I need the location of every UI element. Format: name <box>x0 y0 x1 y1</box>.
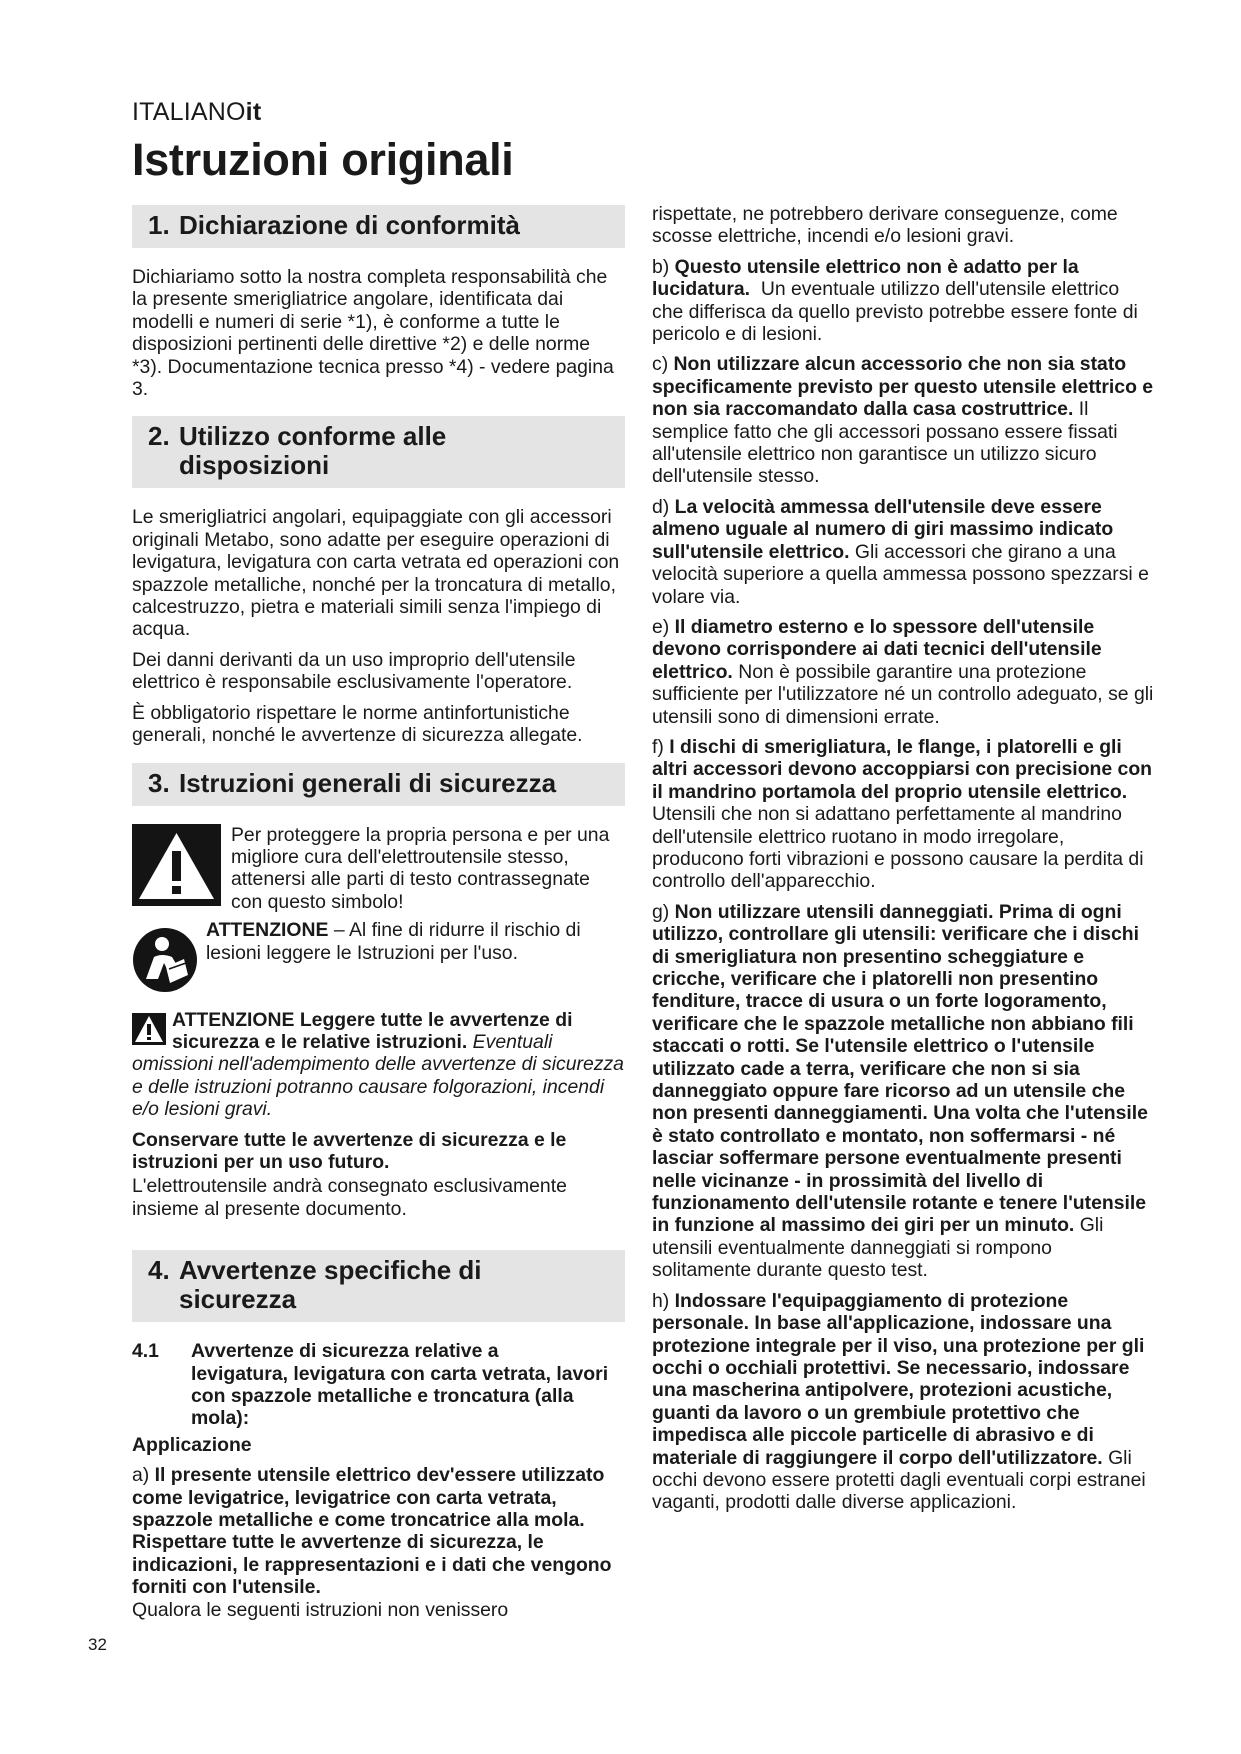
item-c: c) Non utilizzare alcun accessorio che non sia stato specificamente previsto per questo utensile elettrico e non sia raccomandato dalla casa costruttrice. Il semplice fatto che gli accessori possano essere fissati all'utensile elettrico non garantisce un utilizzo sicuro dell'utensile stesso. <box>652 353 1154 488</box>
section-2-paragraph-1: Le smerigliatrici angolari, equipaggiate con gli accessori originali Metabo, sono adatte per eseguire operazioni di levigatura, levigatura con carta vetrata ed operazioni con spazzole metalliche, nonché per la troncatura di metallo, calcestruzzo, pietra e materiali simili senza l'impiego di acqua. <box>132 506 620 641</box>
item-a: a) Il presente utensile elettrico dev'essere utilizzato come levigatrice, levigatrice con carta vetrata, spazzole metalliche e come troncatrice alla mola. Rispettare tutte le avvertenze di sicurezza, le indicazioni, le rappresentazioni e i dati che vengono forniti con l'utensile. Qualora le seguenti istruzioni non venissero <box>132 1464 612 1621</box>
read-manual-note: ATTENZIONE – Al fine di ridurre il rischio di lesioni leggere le Istruzioni per l'uso. <box>132 919 625 998</box>
page-title: Istruzioni originali <box>132 134 514 185</box>
section-2-paragraph-2: Dei danni derivanti da un uso improprio dell'utensile elettrico è responsabile esclusivamente l'operatore. <box>132 648 576 694</box>
read-manual-icon <box>132 927 198 998</box>
continued-text: rispettate, ne potrebbero derivare conseguenze, come scosse elettriche, incendi e/o lesioni gravi. <box>652 203 1118 248</box>
warning-triangle-icon <box>132 824 221 911</box>
section-1-heading: 1. Dichiarazione di conformità <box>132 205 625 248</box>
attention-label-1: ATTENZIONE <box>206 919 329 942</box>
item-b: b) Questo utensile elettrico non è adatto per la lucidatura. Un eventuale utilizzo dell'utensile elettrico che differisca da quello previsto potrebbe essere fonte di pericolo e di lesioni. <box>652 255 1138 346</box>
language-code: it <box>245 98 262 126</box>
section-2-heading: 2. Utilizzo conforme alle disposizioni <box>132 416 625 488</box>
section-1-body: Dichiariamo sotto la nostra completa responsabilità che la presente smerigliatrice angolare, identificata dai modelli e numeri di serie *1), è conforme a tutte le disposizioni pertinenti delle direttive *2) e delle norme *3). Documentazione tecnica presso *4) - vedere pagina 3. <box>132 266 614 401</box>
language-label: ITALIANOit <box>132 98 262 126</box>
item-g: g) Non utilizzare utensili danneggiati. Prima di ogni utilizzo, controllare gli utensili: verificare che i dischi di smerigliatura non presentino scheggiature e cricche, verificare che i platorelli non presentino fenditure, tracce di usura o un forte logoramento, verificare che le spazzole metalliche non abbiano fili staccati o rotti. Se l'utensile elettrico o l'utensile utilizzato cade a terra, verificare che non si sia danneggiato oppure fare ricorso ad un utensile che non presenti danneggiamenti. Una volta che l'utensile è stato controllato e montato, non soffermarsi - né lasciar soffermare persone eventualmente presenti nelle vicinanze - in prossimità del livello di funzionamento dell'utensile rotante e tenere l'utensile in funzione al massimo dei giri per un minuto. Gli utensili eventualmente danneggiati si rompono solitamente durante questo test. <box>652 900 1148 1282</box>
attention-read-warnings: ATTENZIONE Leggere tutte le avvertenze di sicurezza e le relative istruzioni. Eventuali omissioni nell'adempimento delle avvertenze di sicurezza e delle istruzioni potranno causare folgorazioni, incendi e/o lesioni gravi. <box>132 1008 624 1121</box>
deliver-with-document: L'elettroutensile andrà consegnato esclusivamente insieme al presente documento. <box>132 1175 567 1220</box>
keep-instructions: Conservare tutte le avvertenze di sicurezza e le istruzioni per un uso futuro. <box>132 1128 567 1173</box>
item-f: f) I dischi di smerigliatura, le flange, i platorelli e gli altri accessori devono accoppiarsi con precisione con il mandrino portamola del proprio utensile elettrico. Utensili che non si adattano perfettamente al mandrino dell'utensile elettrico ruotano in modo irregolare, producono forti vibrazioni e possono causare la perdita di controllo dell'apparecchio. <box>652 735 1153 893</box>
item-e: e) Il diametro esterno e lo spessore dell'utensile devono corrispondere ai dati tecnici dell'utensile elettrico. Non è possibile garantire una protezione sufficiente per l'utilizzatore né un controllo adeguato, se gli utensili sono di dimensioni errate. <box>652 615 1154 728</box>
warning-symbol-note: Per proteggere la propria persona e per una migliore cura dell'elettroutensile stesso, attenersi alle parti di testo contrassegnate con questo simbolo! <box>132 824 625 914</box>
section-4-heading: 4. Avvertenze specifiche di sicurezza <box>132 1250 625 1322</box>
application-heading: Applicazione <box>132 1433 252 1456</box>
left-column <box>132 205 625 1629</box>
item-h: h) Indossare l'equipaggiamento di protezione personale. In base all'applicazione, indossare una protezione integrale per il viso, una protezione per gli occhi o occhiali protettivi. Se necessario, indossare una mascherina antipolvere, protezioni acustiche, guanti da lavoro o un grembiule protettivo che impedisca alle piccole particelle di abrasivo e di materiale di raggiungere il corpo dell'utilizzatore. Gli occhi devono essere protetti dagli eventuali corpi estranei vaganti, prodotti dalle diverse applicazioni. <box>652 1289 1146 1514</box>
small-warning-icon <box>132 1013 166 1050</box>
right-column <box>652 203 1154 1522</box>
section-3-heading: 3. Istruzioni generali di sicurezza <box>132 763 625 806</box>
section-2-paragraph-3: È obbligatorio rispettare le norme antinfortunistiche generali, nonché le avvertenze di sicurezza allegate. <box>132 701 583 747</box>
item-d: d) La velocità ammessa dell'utensile deve essere almeno uguale al numero di giri massimo indicato sull'utensile elettrico. Gli accessori che girano a una velocità superiore a quella ammessa possono spezzarsi e volare via. <box>652 495 1149 608</box>
subsection-4-1-heading: 4.1 Avvertenze di sicurezza relative a levigatura, levigatura con carta vetrata, lavori con spazzole metalliche e troncatura (alla mola): <box>132 1340 609 1430</box>
page-number: 32 <box>88 1635 107 1654</box>
